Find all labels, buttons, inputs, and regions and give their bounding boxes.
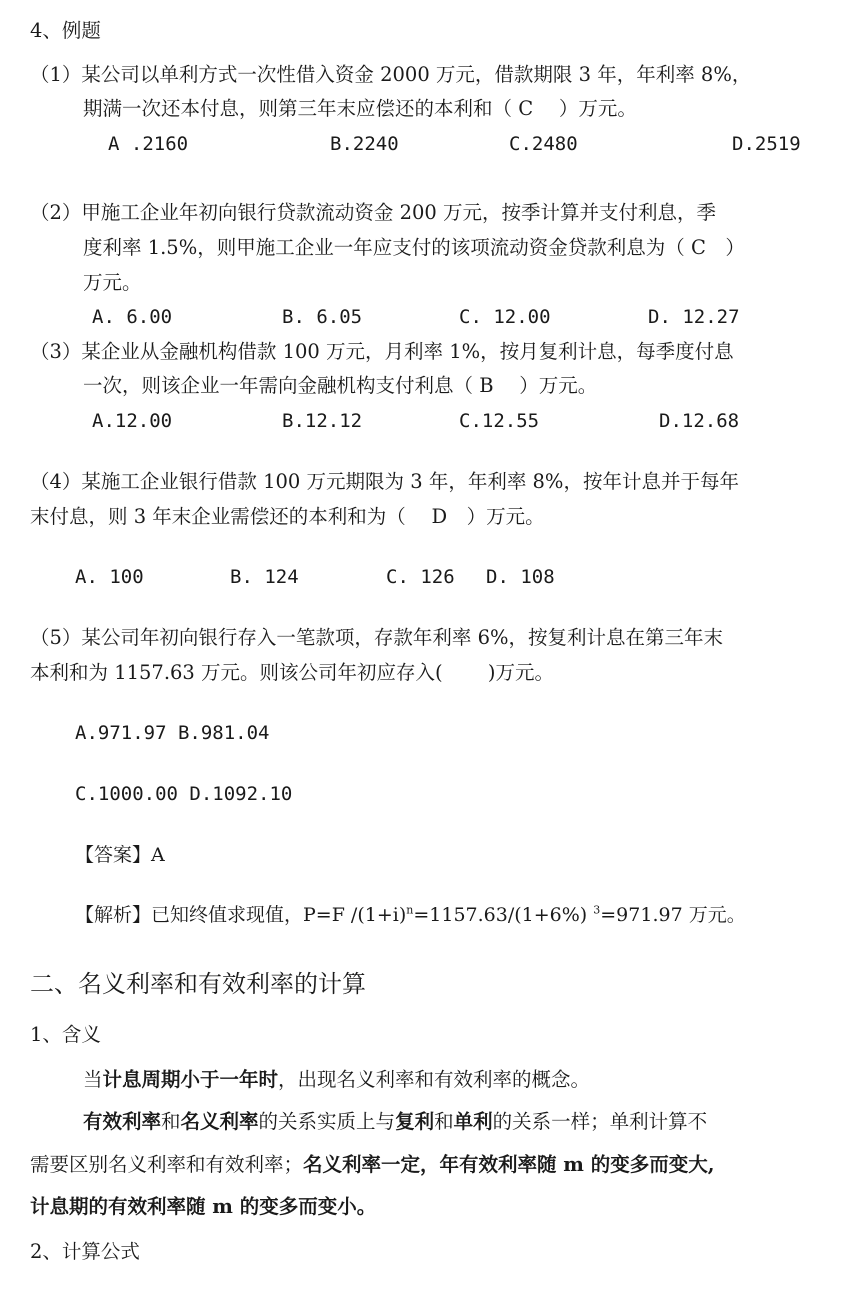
p1-text-a: 当 [83, 1068, 103, 1091]
question-5-line-2: 本利和为 1157.63 万元。则该公司年初应存入( )万元。 [30, 661, 554, 684]
question-1-line-1: （1）某公司以单利方式一次性借入资金 2000 万元，借款期限 3 年，年利率 8%， [30, 63, 752, 86]
q5-analysis-sup-n: n [406, 903, 414, 917]
p2-tail: 的关系一样；单利计算不 [492, 1110, 708, 1133]
question-2-line-3: 万元。 [83, 271, 142, 294]
p2-simple: 单利 [453, 1110, 493, 1133]
question-2-line-1: （2）甲施工企业年初向银行贷款流动资金 200 万元，按季计算并支付利息，季 [30, 201, 717, 224]
q3-option-c: C.12.55 [459, 410, 540, 432]
question-2-line-2: 度利率 1.5%，则甲施工企业一年应支付的该项流动资金贷款利息为（ C ） [83, 236, 745, 259]
q5-analysis-sup-3: 3 [593, 903, 601, 917]
p2-compound: 复利 [395, 1110, 435, 1133]
question-4-line-2: 末付息，则 3 年末企业需偿还的本利和为（ D ）万元。 [30, 505, 545, 528]
q5-analysis-post: =971.97 万元。 [600, 904, 746, 926]
question-3-line-2: 一次，则该企业一年需向金融机构支付利息（ B ）万元。 [83, 374, 598, 397]
q1-option-b: B.2240 [330, 133, 399, 155]
q4-option-d: D. 108 [486, 566, 555, 588]
q5-analysis [75, 901, 746, 929]
p2-nominal-rate: 名义利率 [180, 1110, 259, 1133]
q5-analysis-pre: 【解析】已知终值求现值，P=F /(1+i) [75, 904, 407, 926]
p2-line2-bold: 名义利率一定，年有效利率随 m 的变多而变大, [303, 1153, 715, 1176]
q5-options-row-2: C.1000.00 D.1092.10 [75, 783, 293, 805]
paragraph-2-line-3: 计息期的有效利率随 m 的变多而变小。 [30, 1195, 377, 1218]
question-1-line-2: 期满一次还本付息，则第三年末应偿还的本利和（ C ）万元。 [83, 97, 637, 120]
q5-analysis-mid: =1157.63/(1+6%) [413, 904, 588, 926]
q1-option-d: D.2519 [732, 133, 801, 155]
question-5-line-1: （5）某公司年初向银行存入一笔款项，存款年利率 6%，按复利计息在第三年末 [30, 626, 724, 649]
p1-text-c: ，出现名义利率和有效利率的概念。 [278, 1068, 591, 1091]
p2-relation: 的关系实质上与 [258, 1110, 396, 1133]
subheading-meaning: 1、含义 [30, 1023, 101, 1046]
section-heading-nominal-effective-rate: 二、名义利率和有效利率的计算 [30, 970, 366, 998]
paragraph-2-line-2 [30, 1151, 715, 1179]
q3-option-a: A.12.00 [92, 410, 173, 432]
question-3-line-1: （3）某企业从金融机构借款 100 万元，月利率 1%，按月复利计息，每季度付息 [30, 340, 734, 363]
paragraph-2-line-1 [83, 1108, 707, 1136]
paragraph-1 [83, 1066, 590, 1094]
q2-option-d: D. 12.27 [648, 306, 740, 328]
q3-option-b: B.12.12 [282, 410, 363, 432]
q5-options-row-1: A.971.97 B.981.04 [75, 722, 270, 744]
section-heading-examples: 4、例题 [30, 19, 101, 42]
q1-option-a: A .2160 [108, 133, 189, 155]
q5-answer: 【答案】A [75, 844, 165, 866]
q1-option-c: C.2480 [509, 133, 578, 155]
subheading-formula: 2、计算公式 [30, 1240, 140, 1263]
q4-option-a: A. 100 [75, 566, 144, 588]
q4-option-c: C. 126 [386, 566, 455, 588]
p2-effective-rate: 有效利率 [83, 1110, 162, 1133]
p2-line2-normal: 需要区别名义利率和有效利率； [30, 1153, 304, 1176]
question-4-line-1: （4）某施工企业银行借款 100 万元期限为 3 年，年利率 8%，按年计息并于每年 [30, 470, 739, 493]
p1-text-bold: 计息周期小于一年时 [102, 1068, 279, 1091]
p2-and-1: 和 [161, 1110, 181, 1133]
q2-option-a: A. 6.00 [92, 306, 173, 328]
q4-option-b: B. 124 [230, 566, 299, 588]
q2-option-b: B. 6.05 [282, 306, 363, 328]
q3-option-d: D.12.68 [659, 410, 740, 432]
q2-option-c: C. 12.00 [459, 306, 551, 328]
p2-and-2: 和 [434, 1110, 454, 1133]
